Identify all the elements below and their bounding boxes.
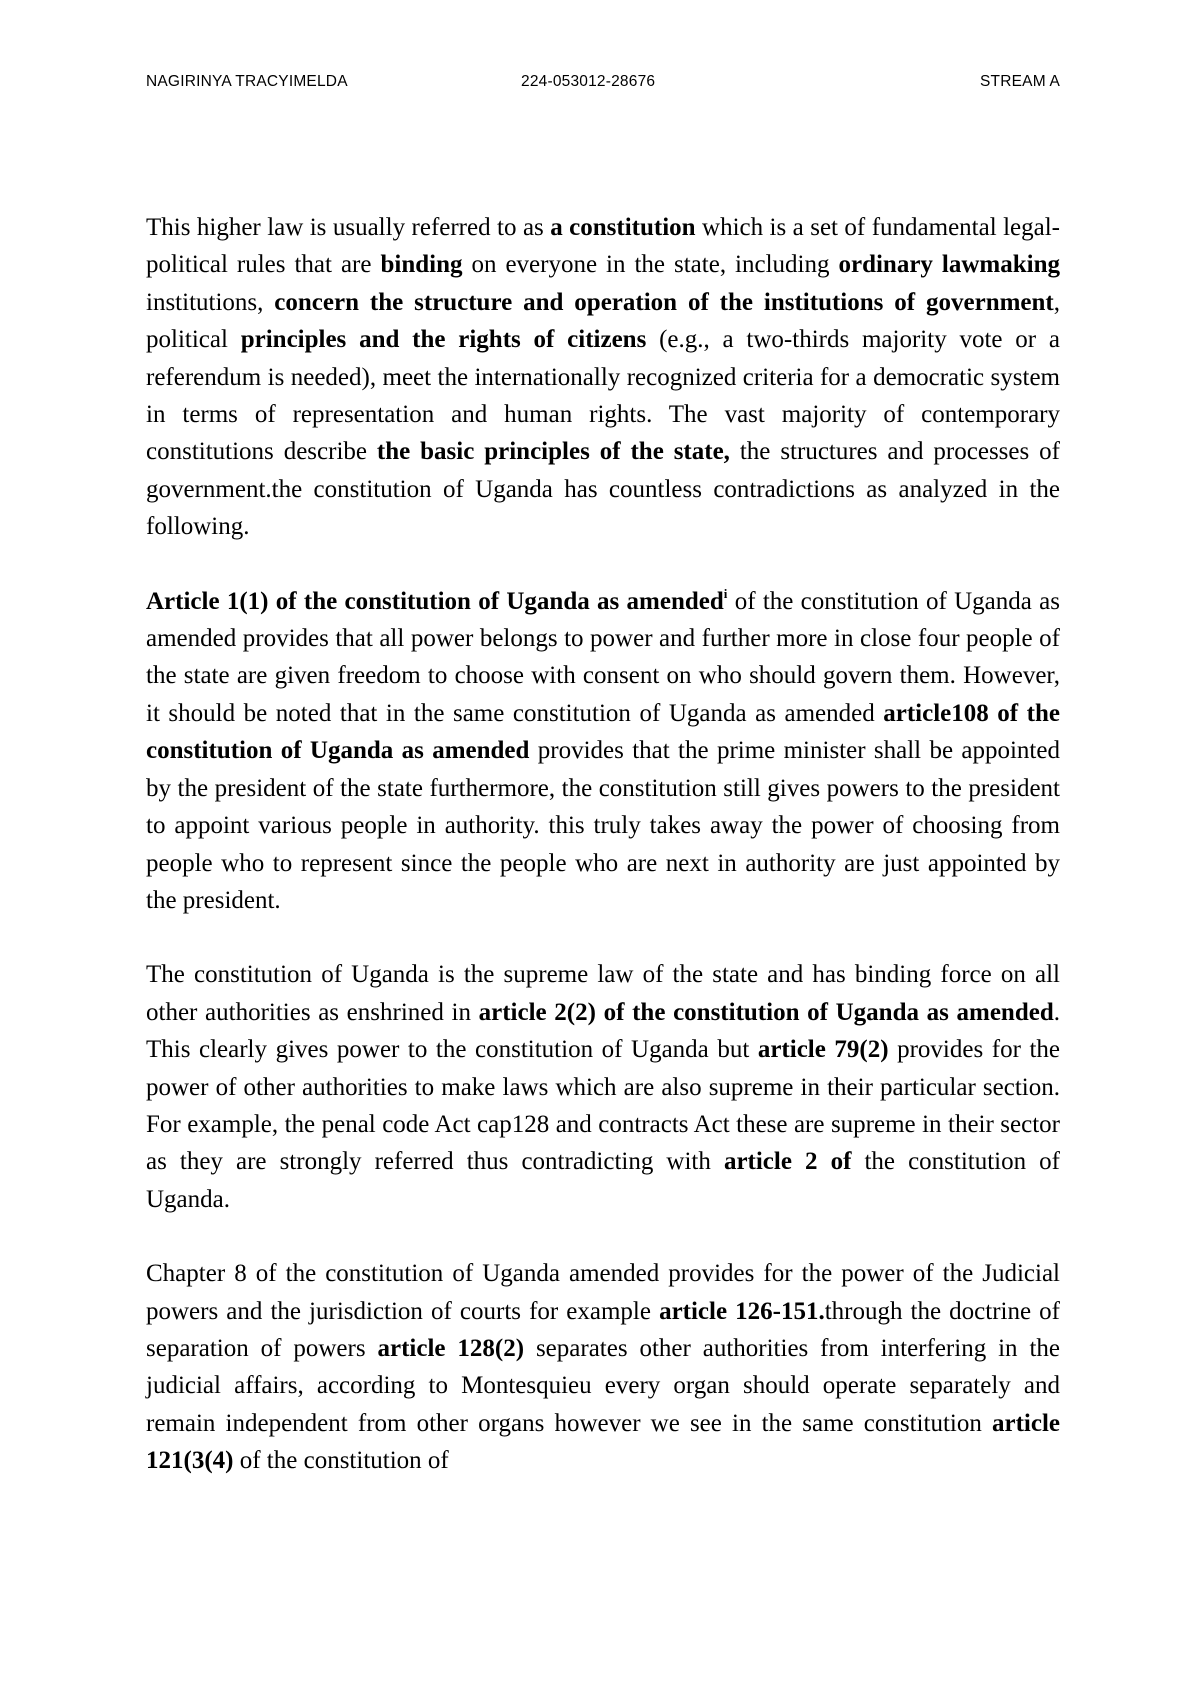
bold-text: article 128(2)	[377, 1334, 525, 1362]
text-run: institutions,	[146, 288, 275, 316]
bold-text: article108 of the constitution of Uganda as amended	[146, 699, 1061, 765]
text-run: through the doctrine of separation of powers	[146, 1297, 1060, 1362]
footnote-ref: i	[723, 585, 728, 601]
page-header	[146, 73, 1060, 97]
bold-text: article 79(2)	[757, 1036, 889, 1064]
text-run: . This clearly gives power to the constitution of Uganda but	[146, 998, 1060, 1064]
stream-label: STREAM A	[980, 73, 1060, 90]
paragraph-3	[146, 956, 1060, 1218]
document-body	[146, 209, 1060, 1517]
bold-text: the basic principles of the state,	[376, 438, 730, 466]
text-run: separates other authorities from interfering in the judicial affairs, according to Montesquieu every organ should operate separately and remain independent from other organs however we see in the same constitution	[146, 1334, 1060, 1437]
text-run: This higher law is usually referred to as	[146, 214, 551, 241]
bold-text: article 126-151.	[659, 1297, 825, 1325]
bold-text: a constitution	[550, 214, 696, 241]
text-run: the constitution of Uganda.	[146, 1148, 1061, 1213]
student-id: 224-053012-28676	[521, 73, 656, 90]
paragraph-4	[146, 1255, 1060, 1479]
bold-text: Article 1(1) of the constitution of Uganda as amended	[146, 587, 724, 615]
text-run: of the constitution of Uganda as amended provides that all power belongs to power and further more in close four people of the state are given freedom to choose with consent on who should govern them. However, it should be noted that in the same constitution of Uganda as amended	[146, 587, 1060, 727]
text-run: which is a set of fundamental legal-political rules that are	[146, 214, 1061, 279]
bold-text: principles and the rights of citizens	[240, 326, 647, 354]
text-run: provides for the power of other authorities to make laws which are also supreme in their particular section. For example, the penal code Act cap128 and contracts Act these are supreme in their sector as they are strongly referred thus contradicting with	[146, 1036, 1061, 1176]
student-name: NAGIRINYA TRACYIMELDA	[146, 73, 348, 90]
bold-text: article 2(2) of the constitution of Uganda as amended	[478, 998, 1054, 1026]
bold-text: concern the structure and operation of the institutions of government	[274, 288, 1054, 316]
paragraph-2	[146, 583, 1060, 920]
bold-text: ordinary lawmaking	[838, 251, 1060, 279]
bold-text: binding	[380, 251, 463, 279]
text-run: (e.g., a two-thirds majority vote or a referendum is needed), meet the internationally recognized criteria for a democratic system in terms of representation and human rights. The vast majority of contemporary constitutions describe	[146, 326, 1061, 466]
text-run: , political	[146, 288, 1060, 354]
text-run: on everyone in the state, including	[462, 251, 839, 279]
text-run: the structures and processes of government.the constitution of Uganda has countless contradictions as analyzed in the following.	[146, 438, 1060, 541]
text-run: of the constitution of	[233, 1447, 449, 1475]
bold-text: article 121(3(4)	[146, 1409, 1060, 1475]
text-run: provides that the prime minister shall be appointed by the president of the state furthermore, the constitution still gives powers to the president to appoint various people in authority. this truly takes away the power of choosing from people who to represent since the people who are next in authority are just appointed by the president.	[146, 737, 1060, 914]
paragraph-1	[146, 209, 1060, 546]
text-run: Chapter 8 of the constitution of Uganda amended provides for the power of the Judicial powers and the jurisdiction of courts for example	[146, 1260, 1060, 1325]
text-run: The constitution of Uganda is the supreme law of the state and has binding force on all other authorities as enshrined in	[146, 961, 1060, 1026]
bold-text: article 2 of	[723, 1148, 852, 1176]
